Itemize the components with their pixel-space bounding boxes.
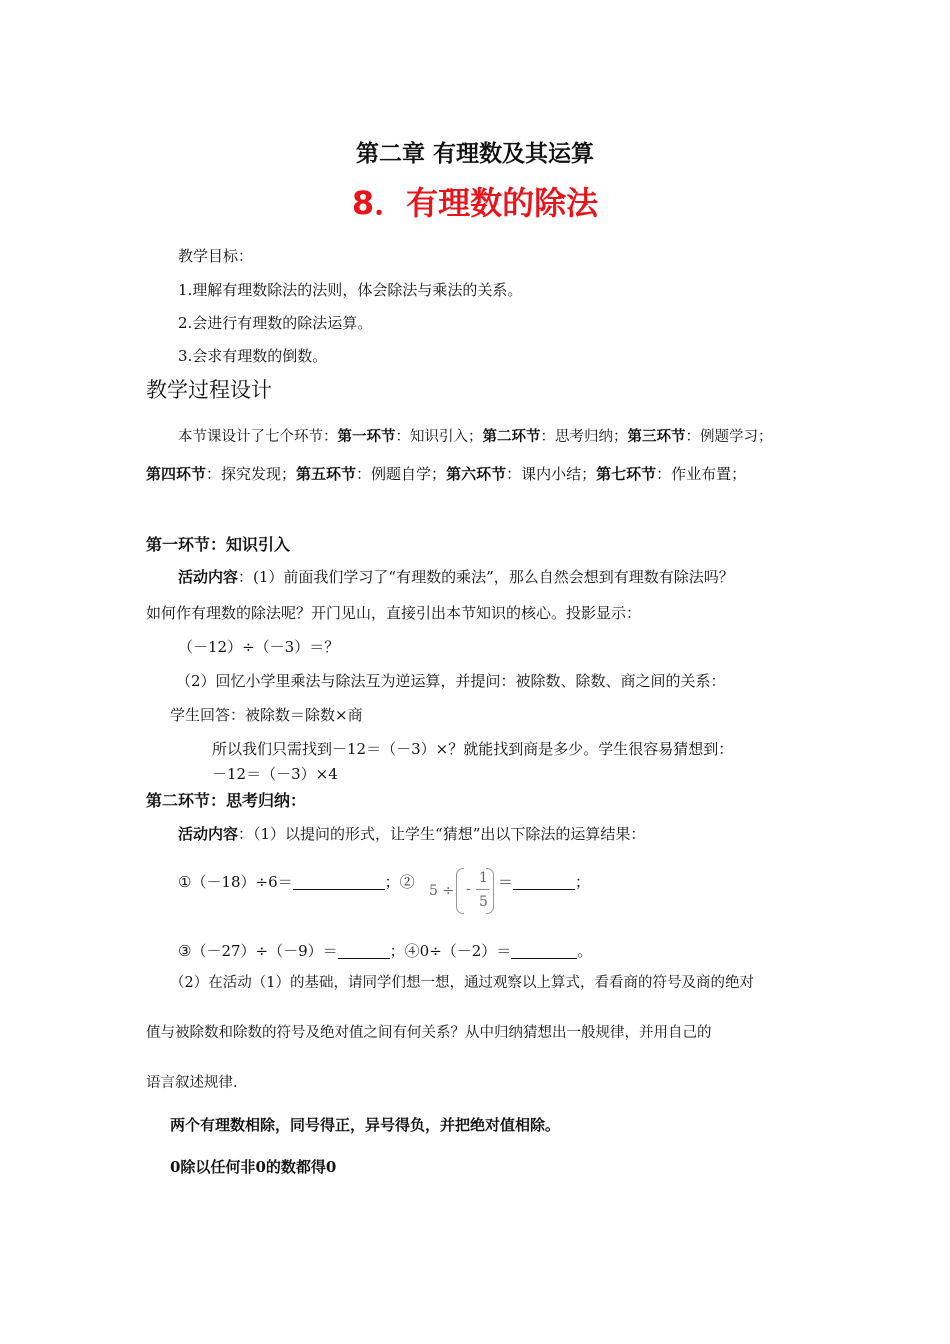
equation-2-end: ＝ ； — [498, 873, 591, 891]
section1-line7: －12＝（－3）×4 — [212, 765, 338, 783]
fraction-sign: - — [466, 881, 471, 897]
fraction-numerator: 1 — [479, 870, 488, 886]
fraction-denominator: 5 — [479, 894, 488, 910]
process-intro-line1: 本节课设计了七个环节：第一环节：知识引入；第二环节：思考归纳；第三环节：例题学习； — [178, 428, 773, 445]
section1-line2: 如何作有理数的除法呢？开门见山，直接引出本节知识的核心。投影显示： — [146, 604, 642, 622]
zero-rule: 0除以任何非0的数都得0 — [170, 1158, 337, 1176]
answer-blank — [338, 942, 390, 959]
equation-1: ①（－18）÷6＝ ；② — [178, 873, 415, 891]
objective-item: 3.会求有理数的倒数。 — [178, 347, 328, 365]
process-heading: 教学过程设计 — [146, 378, 272, 402]
section1-line1: 活动内容：(1）前面我们学习了“有理数的乘法”，那么自然会想到有理数有除法吗？ — [178, 568, 734, 586]
lesson-title: 8．有理数的除法 — [351, 184, 599, 222]
section2-para-line1: （2）在活动（1）的基础，请同学们想一想，通过观察以上算式，看看商的符号及商的绝对 — [170, 975, 754, 991]
section1-line6: 所以我们只需找到－12＝（－3）×？就能找到商是多少。学生很容易猜想到： — [212, 740, 734, 758]
objectives-heading: 教学目标： — [178, 247, 254, 265]
section2-para-line3: 语言叙述规律. — [146, 1075, 238, 1091]
process-intro-line2: 第四环节：探究发现；第五环节：例题自学；第六环节：课内小结；第七环节：作业布置； — [146, 465, 747, 483]
chapter-title: 第二章 有理数及其运算 — [355, 141, 594, 167]
section2-heading: 第二环节：思考归纳： — [146, 791, 307, 810]
section2-line1: 活动内容：（1）以提问的形式，让学生“猜想”出以下除法的运算结果： — [178, 825, 646, 843]
equation-3-4: ③（－27）÷（－9）＝ ；④0÷（－2）＝ 。 — [178, 942, 593, 960]
objective-item: 2.会进行有理数的除法运算。 — [178, 314, 373, 332]
section1-line3: （－12）÷（－3）＝？ — [178, 638, 340, 656]
left-paren — [456, 868, 464, 914]
section1-line5: 学生回答：被除数＝除数×商 — [170, 706, 363, 724]
division-rule: 两个有理数相除，同号得正，异号得负，并把绝对值相除。 — [170, 1116, 561, 1134]
right-paren — [486, 868, 494, 914]
objective-item: 1.理解有理数除法的法则，体会除法与乘法的关系。 — [178, 281, 523, 299]
answer-blank — [293, 873, 385, 890]
answer-blank — [513, 873, 575, 890]
section1-line4: （2）回忆小学里乘法与除法互为逆运算，并提问：被除数、除数、商之间的关系： — [176, 672, 726, 690]
section1-heading: 第一环节：知识引入 — [146, 535, 291, 554]
answer-blank — [511, 942, 577, 959]
fraction-lhs: 5 ÷ — [429, 883, 455, 899]
section2-para-line2: 值与被除数和除数的符号及绝对值之间有何关系？从中归纳猜想出一般规律，并用自己的 — [146, 1025, 712, 1041]
